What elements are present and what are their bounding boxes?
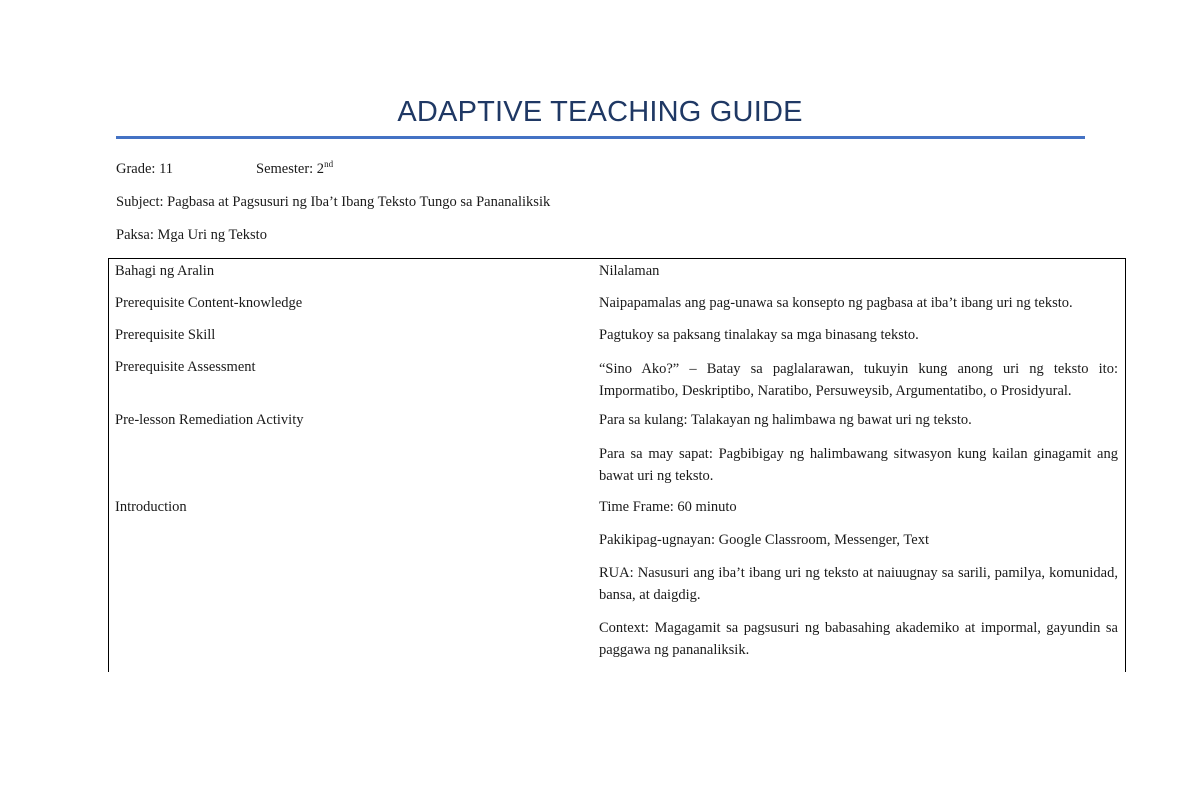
header-nilalaman: [599, 262, 1118, 280]
header-bahagi: Bahagi ng Aralin: [115, 263, 215, 279]
grade-label: Grade: 11: [116, 161, 174, 177]
document-title: ADAPTIVE TEACHING GUIDE: [397, 96, 803, 128]
semester-label: [256, 160, 333, 178]
row-label: Pre-lesson Remediation Activity: [115, 412, 304, 428]
grade-semester-line: [116, 159, 334, 178]
content-paragraph: Naipapamalas ang pag-unawa sa konsepto ng pagbasa at iba’t ibang uri ng teksto.: [599, 295, 1073, 311]
paksa-line: Paksa: Mga Uri ng Teksto: [116, 227, 267, 243]
content-paragraph: Pagtukoy sa paksang tinalakay sa mga binasang teksto.: [599, 327, 919, 343]
row-content: [599, 294, 1118, 312]
semester-suffix: nd: [324, 159, 334, 169]
row-label: Prerequisite Content-knowledge: [115, 295, 303, 311]
header-nilalaman-text: Nilalaman: [599, 263, 660, 279]
row-content: [599, 326, 1118, 344]
content-paragraph: “Sino Ako?” – Batay sa paglalarawan, tukuyin kung anong uri ng teksto ito: Impormatibo, Deskriptibo, Naratibo, Persuweysib, Argumentatibo, o Prosidyural.: [599, 361, 1118, 399]
row-label: Introduction: [115, 499, 187, 515]
row-content: [599, 498, 1118, 661]
row-content: [599, 358, 1118, 402]
row-label: Prerequisite Skill: [115, 327, 216, 343]
content-paragraph: RUA: Nasusuri ang iba’t ibang uri ng teksto at naiuugnay sa sarili, pamilya, komunidad, bansa, at daigdig.: [599, 565, 1118, 603]
content-paragraph: Context: Magagamit sa pagsusuri ng babasahing akademiko at impormal, gayundin sa paggawa ng pananaliksik.: [599, 620, 1118, 658]
content-paragraph: Time Frame: 60 minuto: [599, 499, 737, 515]
content-paragraph: Para sa kulang: Talakayan ng halimbawa ng bawat uri ng teksto.: [599, 412, 972, 428]
semester-value: Semester: 2: [256, 161, 325, 177]
row-label: Prerequisite Assessment: [115, 359, 256, 375]
lesson-table: [108, 258, 1126, 672]
title-underline: [116, 136, 1085, 139]
content-paragraph: Pakikipag-ugnayan: Google Classroom, Messenger, Text: [599, 532, 929, 548]
subject-line: Subject: Pagbasa at Pagsusuri ng Iba’t Ibang Teksto Tungo sa Pananaliksik: [116, 194, 551, 210]
row-content: [599, 411, 1118, 487]
content-paragraph: Para sa may sapat: Pagbibigay ng halimbawang sitwasyon kung kailan ginagamit ang bawat uri ng teksto.: [599, 446, 1118, 484]
